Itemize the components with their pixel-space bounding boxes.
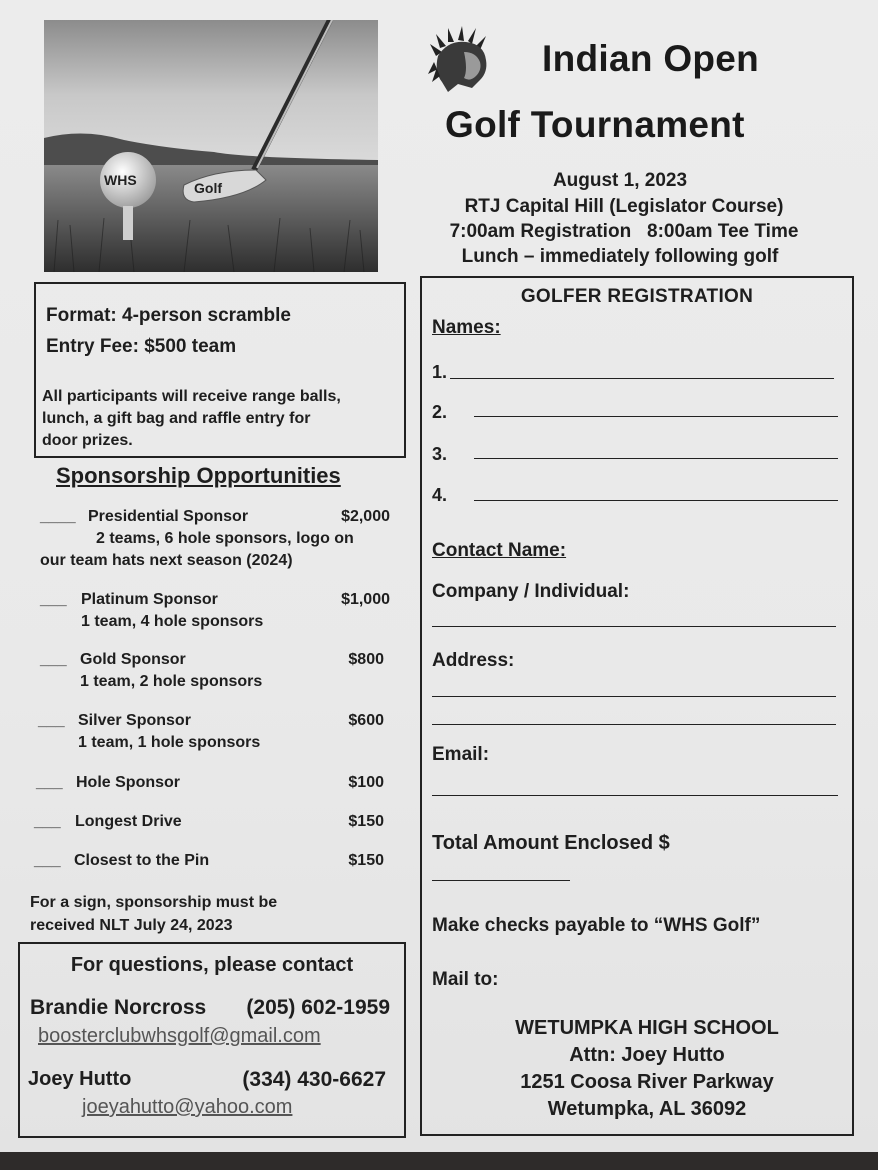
tier-desc: 1 team, 1 hole sponsors: [78, 734, 261, 751]
event-venue: RTJ Capital Hill (Legislator Course): [464, 196, 784, 217]
tier-price: $100: [348, 774, 384, 791]
tier-name: Hole Sponsor: [76, 774, 181, 791]
total-line[interactable]: [432, 880, 570, 881]
registration-heading: GOLFER REGISTRATION: [520, 286, 754, 307]
indian-head-logo: [428, 26, 498, 96]
tier-silver: [38, 712, 384, 751]
tier-price: $150: [348, 852, 384, 869]
name-line-3[interactable]: [474, 458, 838, 459]
tier-blank[interactable]: ___: [40, 651, 67, 668]
tier-platinum: [40, 591, 390, 630]
address-label: Address:: [432, 650, 515, 671]
contact-box: [18, 942, 406, 1138]
ball-text: WHS: [104, 172, 137, 188]
tier-desc: our team hats next season (2024): [40, 552, 293, 569]
mail-address: WETUMPKA HIGH SCHOOL Attn: Joey Hutto 1251 Coosa River Parkway Wetumpka, AL 36092: [515, 1017, 779, 1120]
address-line-1[interactable]: [432, 696, 836, 697]
registration-box: [420, 276, 854, 1136]
tier-longest-drive: [34, 813, 384, 831]
contact-phone-2: (334) 430-6627: [242, 1068, 386, 1091]
tee-time: 8:00am Tee Time: [647, 221, 799, 242]
tier-price: $150: [348, 813, 384, 830]
tier-gold: [40, 651, 384, 690]
checks-note: Make checks payable to “WHS Golf”: [432, 915, 761, 936]
tier-presidential: [40, 508, 390, 569]
contact-name-label: Contact Name:: [432, 540, 567, 561]
contact-name-2: Joey Hutto: [28, 1068, 132, 1090]
total-label: Total Amount Enclosed $: [432, 832, 670, 854]
name-number-4: 4.: [432, 485, 448, 505]
participants-note: All participants will receive range balls, lunch, a gift bag and raffle entry for door prizes.: [42, 388, 341, 449]
email-label: Email:: [432, 744, 490, 765]
mail-to-label: Mail to:: [432, 969, 499, 990]
registration-time: 7:00am Registration: [449, 221, 632, 242]
contact-heading: For questions, please contact: [70, 954, 354, 976]
sponsorship-deadline: For a sign, sponsorship must be received NLT July 24, 2023: [30, 894, 278, 934]
event-date: August 1, 2023: [552, 170, 688, 191]
tier-blank[interactable]: ___: [38, 712, 65, 729]
contact-phone-1: (205) 602-1959: [246, 996, 390, 1019]
name-number-1: 1.: [432, 362, 448, 382]
contact-name-1: Brandie Norcross: [30, 996, 207, 1019]
name-number-2: 2.: [432, 402, 448, 422]
format-line: Format: 4-person scramble: [46, 305, 291, 326]
tier-blank[interactable]: ____: [40, 508, 76, 525]
fee-line: Entry Fee: $500 team: [46, 336, 237, 357]
address-line-2[interactable]: [432, 724, 836, 725]
tier-name: Silver Sponsor: [78, 712, 191, 729]
tier-name: Presidential Sponsor: [88, 508, 249, 525]
tier-desc: 1 team, 2 hole sponsors: [80, 673, 263, 690]
tier-blank[interactable]: ___: [40, 591, 67, 608]
names-label: Names:: [432, 317, 501, 338]
tier-desc: 1 team, 4 hole sponsors: [81, 613, 264, 630]
email-line[interactable]: [432, 795, 838, 796]
golf-photo: [44, 20, 378, 272]
lunch-note: Lunch – immediately following golf: [461, 246, 779, 267]
company-label: Company / Individual:: [432, 581, 630, 602]
event-schedule: [404, 221, 844, 243]
tier-price: $600: [348, 712, 384, 729]
title-line-2: Golf Tournament: [445, 104, 745, 145]
tier-hole: [36, 774, 384, 792]
name-line-4[interactable]: [474, 500, 838, 501]
tier-name: Longest Drive: [75, 813, 182, 830]
tier-price: $1,000: [341, 591, 390, 608]
format-box: [34, 282, 406, 458]
contact-email-2[interactable]: joeyahutto@yahoo.com: [82, 1096, 293, 1118]
tier-blank[interactable]: ___: [34, 813, 61, 830]
title-line-1: Indian Open: [542, 38, 760, 79]
contact-email-1[interactable]: boosterclubwhsgolf@gmail.com: [38, 1025, 321, 1047]
name-line-1[interactable]: [450, 378, 834, 379]
tier-price: $2,000: [341, 508, 390, 525]
name-number-3: 3.: [432, 444, 448, 464]
tier-price: $800: [348, 651, 384, 668]
name-line-2[interactable]: [474, 416, 838, 417]
tier-name: Platinum Sponsor: [81, 591, 218, 608]
tier-name: Closest to the Pin: [74, 852, 210, 869]
company-line[interactable]: [432, 626, 836, 627]
tier-desc: 2 teams, 6 hole sponsors, logo on: [96, 530, 354, 547]
sponsorship-heading: Sponsorship Opportunities: [56, 463, 341, 488]
tier-closest-pin: [34, 852, 384, 870]
tier-name: Gold Sponsor: [80, 651, 186, 668]
club-text: Golf: [194, 180, 222, 196]
tier-blank[interactable]: ___: [36, 774, 63, 791]
tier-blank[interactable]: ___: [34, 852, 61, 869]
